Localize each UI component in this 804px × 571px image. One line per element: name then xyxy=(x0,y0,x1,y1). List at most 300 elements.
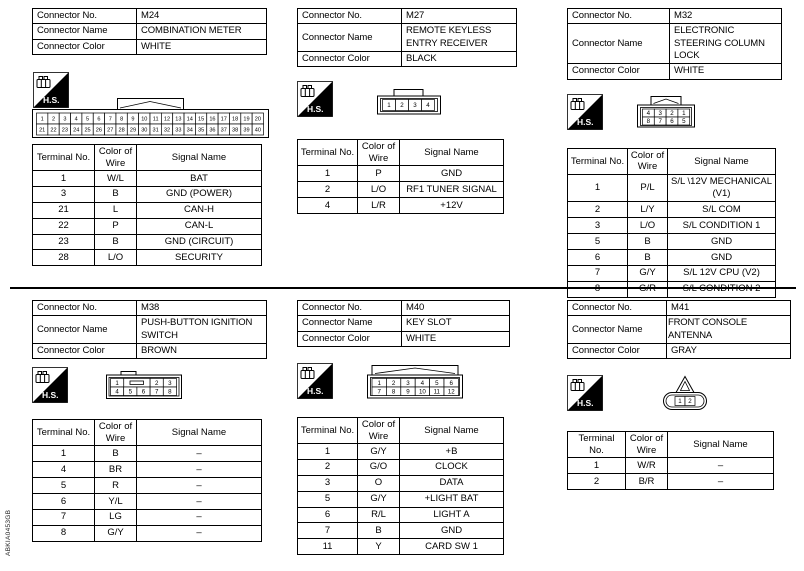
terminal-wire-cell: B xyxy=(628,250,668,266)
diagram-area xyxy=(297,363,510,403)
terminal-no-cell: 1 xyxy=(33,171,95,187)
pin-number: 38 xyxy=(232,127,239,134)
hs-label: H.S. xyxy=(577,116,594,127)
terminal-no-cell xyxy=(568,281,628,297)
signal-name-header: Signal Name xyxy=(137,145,262,171)
connector-no-row xyxy=(33,9,267,24)
connector-tab xyxy=(651,96,681,105)
connector-name-value: ELECTRONIC STEERING COLUMN LOCK xyxy=(670,24,782,64)
pin-number: 2 xyxy=(391,379,396,387)
terminal-row xyxy=(568,458,774,474)
pin-row xyxy=(675,397,695,406)
hs-label: H.S. xyxy=(43,95,60,106)
connector-color-value: WHITE xyxy=(402,331,510,346)
terminal-row xyxy=(298,523,504,539)
pin-number: 3 xyxy=(406,379,410,387)
color-of-wire-header: Color of Wire xyxy=(626,432,668,458)
connector-name-value: KEY SLOT xyxy=(402,316,510,331)
pin-number: 20 xyxy=(254,116,261,123)
terminal-header-row xyxy=(33,420,262,446)
terminal-wire-cell: P/L xyxy=(628,174,668,202)
pin-number: 4 xyxy=(426,102,430,110)
terminal-table-body xyxy=(298,444,504,555)
pin-number: 16 xyxy=(209,116,216,123)
terminal-wire-cell: G/Y xyxy=(628,265,668,281)
connector-block-m40 xyxy=(297,300,510,555)
pin-row-bottom xyxy=(372,387,458,396)
pin-number: 1 xyxy=(115,380,119,388)
pin-number: 15 xyxy=(197,116,205,123)
terminal-signal-cell: CAN-L xyxy=(137,218,262,234)
terminal-signal-cell: GND xyxy=(668,250,776,266)
terminal-no-cell: 11 xyxy=(298,539,358,555)
terminal-row xyxy=(568,474,774,490)
terminal-wire-cell: B xyxy=(95,446,137,462)
connector-color-label: Connector Color xyxy=(298,331,402,346)
terminal-table xyxy=(32,144,262,266)
terminal-wire-cell: G/Y xyxy=(358,444,400,460)
signal-name-header: Signal Name xyxy=(400,418,504,444)
connector-color-label: Connector Color xyxy=(298,52,402,67)
terminal-no-header: Terminal No. xyxy=(298,418,358,444)
terminal-no-header: Terminal No. xyxy=(568,148,628,174)
terminal-row xyxy=(298,459,504,475)
connector-no-row xyxy=(33,301,267,316)
pin-number: 5 xyxy=(86,116,90,123)
terminal-no-header: Terminal No. xyxy=(298,140,358,166)
terminal-no-cell: 5 xyxy=(568,234,628,250)
color-of-wire-header: Color of Wire xyxy=(628,148,668,174)
terminal-table-body xyxy=(298,166,504,214)
connector-info-table xyxy=(297,300,510,347)
terminal-wire-cell: L/R xyxy=(358,198,400,214)
terminal-signal-cell: RF1 TUNER SIGNAL xyxy=(400,182,504,198)
terminal-row xyxy=(568,250,776,266)
terminal-no-cell: 6 xyxy=(33,494,95,510)
terminal-signal-cell: DATA xyxy=(400,475,504,491)
terminal-wire-cell: L/O xyxy=(628,218,668,234)
pin-number: 12 xyxy=(447,388,455,396)
terminal-wire-cell: R xyxy=(95,478,137,494)
pin-number: 13 xyxy=(175,116,182,123)
terminal-wire-cell: P xyxy=(358,166,400,182)
connector-name-row xyxy=(568,316,791,344)
pin-number: 28 xyxy=(118,127,125,134)
terminal-no-cell: 23 xyxy=(33,234,95,250)
terminal-signal-cell: +B xyxy=(400,444,504,460)
terminal-row xyxy=(33,171,262,187)
pin-number: 3 xyxy=(413,102,417,110)
connector-name-row xyxy=(568,24,782,64)
connector-name-label: Connector Name xyxy=(298,24,402,52)
terminal-row xyxy=(33,234,262,250)
pin-number: 2 xyxy=(51,116,56,123)
connector-color-label: Connector Color xyxy=(568,344,667,359)
hs-label: H.S. xyxy=(307,386,324,397)
pin-number: 4 xyxy=(115,388,119,396)
terminal-signal-cell: – xyxy=(137,509,262,525)
connector-no-row xyxy=(298,301,510,316)
connector-no-label: Connector No. xyxy=(298,301,402,316)
terminal-no-cell: 1 xyxy=(33,446,95,462)
terminal-signal-cell: – xyxy=(137,478,262,494)
connector-tab xyxy=(394,90,423,97)
pin-number: 8 xyxy=(168,388,172,396)
pin-number: 3 xyxy=(63,116,67,123)
connector-color-value: BROWN xyxy=(137,344,267,359)
terminal-row xyxy=(33,478,262,494)
terminal-wire-cell: G/O xyxy=(358,459,400,475)
terminal-no-cell: 7 xyxy=(33,509,95,525)
pin-number: 33 xyxy=(175,127,182,134)
pin-row-bottom xyxy=(643,117,690,125)
terminal-no-cell: 6 xyxy=(568,250,628,266)
pin-row-top-right xyxy=(150,379,176,388)
hs-inspection-icon xyxy=(32,367,68,403)
pin-number: 10 xyxy=(141,116,148,123)
terminal-no-cell: 7 xyxy=(298,523,358,539)
terminal-signal-cell: BAT xyxy=(137,171,262,187)
pin-number: 35 xyxy=(197,127,205,134)
terminal-no-cell: 28 xyxy=(33,250,95,266)
terminal-wire-cell: L xyxy=(95,202,137,218)
pin-number: 36 xyxy=(209,127,216,134)
connector-name-row xyxy=(33,316,267,344)
terminal-wire-cell: L/O xyxy=(95,250,137,266)
pin-number: 19 xyxy=(243,116,250,123)
connector-name-row xyxy=(33,24,267,39)
terminal-signal-cell: GND (POWER) xyxy=(137,186,262,202)
pin-number: 18 xyxy=(232,116,239,123)
terminal-no-cell: 22 xyxy=(33,218,95,234)
terminal-no-header: Terminal No. xyxy=(568,432,626,458)
connector-tab xyxy=(121,372,136,376)
terminal-wire-cell: B xyxy=(95,234,137,250)
terminal-table xyxy=(567,148,776,298)
diagram-area xyxy=(297,81,517,117)
pinout-diagram-m41 xyxy=(659,375,711,411)
pin-number: 21 xyxy=(39,127,46,134)
terminal-signal-cell: CLOCK xyxy=(400,459,504,475)
pin-number: 2 xyxy=(154,380,159,388)
terminal-table-body xyxy=(568,174,776,297)
signal-name-header: Signal Name xyxy=(137,420,262,446)
pin-number: 1 xyxy=(387,102,391,110)
terminal-signal-cell: – xyxy=(137,446,262,462)
pin-row-top-left xyxy=(111,379,124,388)
terminal-no-cell: 3 xyxy=(33,186,95,202)
connector-info-table xyxy=(32,8,267,55)
terminal-row xyxy=(568,281,776,297)
pin-number: 8 xyxy=(391,388,396,396)
signal-name-header: Signal Name xyxy=(668,148,776,174)
terminal-row xyxy=(298,182,504,198)
terminal-signal-cell: – xyxy=(137,494,262,510)
pin-number: 30 xyxy=(141,127,148,134)
pin-number: 17 xyxy=(220,116,227,123)
pin-number: 12 xyxy=(163,116,171,123)
hs-label: H.S. xyxy=(307,104,324,115)
color-of-wire-header: Color of Wire xyxy=(95,145,137,171)
terminal-row xyxy=(33,509,262,525)
terminal-wire-cell xyxy=(628,281,668,297)
connector-color-row xyxy=(298,52,517,67)
figure-id: ABKIA0453GB xyxy=(5,509,12,556)
hs-label: H.S. xyxy=(577,398,594,409)
connector-no-row xyxy=(298,9,517,24)
color-of-wire-header: Color of Wire xyxy=(95,420,137,446)
terminal-wire-cell: B xyxy=(628,234,668,250)
connector-block-m32 xyxy=(567,8,782,298)
terminal-table-body xyxy=(33,171,262,266)
connector-info-table xyxy=(297,8,517,67)
terminal-signal-cell: +LIGHT BAT xyxy=(400,491,504,507)
terminal-no-cell: 2 xyxy=(568,202,628,218)
pin-number: 7 xyxy=(658,117,662,125)
pin-number: 2 xyxy=(688,398,692,406)
terminal-no-cell: 1 xyxy=(568,174,628,202)
terminal-header-row xyxy=(298,418,504,444)
terminal-no-header: Terminal No. xyxy=(33,145,95,171)
pin-number: 9 xyxy=(406,388,410,396)
terminal-no-cell: 21 xyxy=(33,202,95,218)
connector-no-row xyxy=(568,9,782,24)
diagram-area xyxy=(32,72,267,139)
connector-color-row xyxy=(568,344,791,359)
pin-number: 14 xyxy=(186,116,193,123)
connector-name-label: Connector Name xyxy=(33,24,137,39)
connector-no-label: Connector No. xyxy=(298,9,402,24)
connector-name-label: Connector Name xyxy=(568,24,670,64)
terminal-wire-cell: L/Y xyxy=(628,202,668,218)
terminal-signal-cell: GND xyxy=(400,166,504,182)
terminal-row xyxy=(298,539,504,555)
connector-name-label: Connector Name xyxy=(568,316,667,344)
connector-no-value: M40 xyxy=(402,301,510,316)
connector-color-label: Connector Color xyxy=(568,64,670,79)
pin-number: 6 xyxy=(141,388,146,396)
connector-no-value: M27 xyxy=(402,9,517,24)
pin-number: 3 xyxy=(658,109,662,117)
pin-number: 11 xyxy=(433,388,441,396)
terminal-signal-cell: S/L COM xyxy=(668,202,776,218)
terminal-signal-cell: – xyxy=(137,462,262,478)
terminal-wire-cell: W/R xyxy=(626,458,668,474)
terminal-no-cell: 3 xyxy=(568,218,628,234)
pin-number: 3 xyxy=(168,380,172,388)
terminal-wire-cell: R/L xyxy=(358,507,400,523)
diagram-area xyxy=(567,94,782,130)
terminal-signal-cell: SECURITY xyxy=(137,250,262,266)
terminal-header-row xyxy=(33,145,262,171)
connector-name-label: Connector Name xyxy=(33,316,137,344)
pin-number: 31 xyxy=(152,127,159,134)
pin-row-top xyxy=(37,113,264,124)
hs-label: H.S. xyxy=(42,390,59,401)
terminal-no-cell: 8 xyxy=(33,525,95,541)
terminal-signal-cell: – xyxy=(668,458,774,474)
terminal-table-body xyxy=(33,446,262,541)
terminal-header-row xyxy=(568,432,774,458)
terminal-signal-cell: S/L \12V MECHANICAL (V1) xyxy=(668,174,776,202)
terminal-row xyxy=(298,198,504,214)
terminal-wire-cell: B xyxy=(358,523,400,539)
terminal-row xyxy=(33,446,262,462)
diagram-area xyxy=(32,367,267,403)
color-of-wire-header: Color of Wire xyxy=(358,418,400,444)
terminal-wire-cell: W/L xyxy=(95,171,137,187)
terminal-header-row xyxy=(568,148,776,174)
terminal-no-cell: 4 xyxy=(33,462,95,478)
terminal-row xyxy=(568,218,776,234)
connector-color-value: BLACK xyxy=(402,52,517,67)
terminal-wire-cell: B xyxy=(95,186,137,202)
pin-number: 6 xyxy=(670,117,674,125)
connector-color-value: GRAY xyxy=(667,344,791,359)
terminal-no-cell: 1 xyxy=(298,444,358,460)
pin-number: 2 xyxy=(670,109,674,117)
hs-inspection-icon xyxy=(567,94,603,130)
pinout-diagram-m27 xyxy=(377,89,441,115)
connector-tab xyxy=(372,366,458,376)
connector-color-label: Connector Color xyxy=(33,39,137,54)
terminal-signal-cell: – xyxy=(137,525,262,541)
terminal-row xyxy=(33,494,262,510)
terminal-signal-cell: S/L 12V CPU (V2) xyxy=(668,265,776,281)
terminal-no-cell: 5 xyxy=(33,478,95,494)
terminal-row xyxy=(298,507,504,523)
terminal-table xyxy=(567,431,774,490)
connector-color-row xyxy=(33,344,267,359)
connector-name-value: REMOTE KEYLESS ENTRY RECEIVER xyxy=(402,24,517,52)
connector-name-label: Connector Name xyxy=(298,316,402,331)
pin-number: 1 xyxy=(678,398,682,406)
pin-number: 8 xyxy=(646,117,651,125)
pin-number: 25 xyxy=(84,127,91,134)
terminal-signal-cell: LIGHT A xyxy=(400,507,504,523)
connector-name-row xyxy=(298,24,517,52)
pin-number: 29 xyxy=(129,127,137,134)
terminal-table xyxy=(297,417,504,555)
terminal-row xyxy=(33,250,262,266)
terminal-signal-cell: GND xyxy=(668,234,776,250)
connector-name-row xyxy=(298,316,510,331)
pin-number: 10 xyxy=(418,388,426,396)
terminal-no-header: Terminal No. xyxy=(33,420,95,446)
pinout-diagram-m38 xyxy=(106,371,182,399)
connector-color-row xyxy=(33,39,267,54)
connector-no-row xyxy=(568,301,791,316)
connector-color-value: WHITE xyxy=(137,39,267,54)
terminal-no-cell: 7 xyxy=(568,265,628,281)
connector-name-value: COMBINATION METER xyxy=(137,24,267,39)
pin-number: 23 xyxy=(61,127,68,134)
terminal-no-cell: 3 xyxy=(298,475,358,491)
connector-no-value: M38 xyxy=(137,301,267,316)
pin-row-top xyxy=(643,109,690,117)
terminal-wire-cell: O xyxy=(358,475,400,491)
connector-color-row xyxy=(298,331,510,346)
terminal-row xyxy=(568,265,776,281)
terminal-wire-cell: BR xyxy=(95,462,137,478)
terminal-row xyxy=(33,218,262,234)
terminal-signal-cell: CAN-H xyxy=(137,202,262,218)
connector-no-label: Connector No. xyxy=(568,9,670,24)
terminal-signal-cell: GND (CIRCUIT) xyxy=(137,234,262,250)
pin-number: 5 xyxy=(682,117,686,125)
hs-inspection-icon xyxy=(567,375,603,411)
connector-no-value: M32 xyxy=(670,9,782,24)
terminal-wire-cell: G/Y xyxy=(95,525,137,541)
pin-number: 4 xyxy=(74,116,78,123)
terminal-table xyxy=(32,419,262,541)
pin-number: 6 xyxy=(97,116,101,123)
terminal-row xyxy=(298,444,504,460)
terminal-no-cell: 4 xyxy=(298,198,358,214)
terminal-table-body xyxy=(568,458,774,490)
pin-number: 7 xyxy=(154,388,159,396)
terminal-row xyxy=(33,186,262,202)
pin-number: 32 xyxy=(163,127,171,134)
pin-number: 6 xyxy=(449,379,453,387)
terminal-wire-cell: B/R xyxy=(626,474,668,490)
connector-info-table xyxy=(567,8,782,80)
pin-number: 37 xyxy=(220,127,227,134)
terminal-no-cell: 1 xyxy=(298,166,358,182)
pin-row-bottom xyxy=(37,124,264,135)
pin-number: 26 xyxy=(95,127,103,134)
terminal-signal-cell xyxy=(668,281,776,297)
color-of-wire-header: Color of Wire xyxy=(358,140,400,166)
hs-inspection-icon xyxy=(297,363,333,399)
terminal-wire-cell: P xyxy=(95,218,137,234)
pin-number: 7 xyxy=(108,116,112,123)
connector-block-m41 xyxy=(567,300,791,490)
pin-number: 4 xyxy=(646,109,651,117)
connector-info-table xyxy=(567,300,791,359)
terminal-no-cell: 2 xyxy=(568,474,626,490)
pin-row xyxy=(383,100,435,111)
keyway-slot-cell xyxy=(124,379,150,388)
connector-name-value: FRONT CONSOLE ANTENNA xyxy=(667,316,791,344)
connector-block-m27 xyxy=(297,8,517,214)
connector-tab xyxy=(118,99,184,110)
terminal-signal-cell: – xyxy=(668,474,774,490)
pin-number: 34 xyxy=(186,127,193,134)
terminal-signal-cell: S/L CONDITION 1 xyxy=(668,218,776,234)
terminal-no-cell: 6 xyxy=(298,507,358,523)
pin-number: 2 xyxy=(400,102,404,110)
terminal-row xyxy=(33,525,262,541)
terminal-no-cell: 2 xyxy=(298,459,358,475)
pin-number: 5 xyxy=(435,379,439,387)
terminal-signal-cell: GND xyxy=(400,523,504,539)
terminal-row xyxy=(568,174,776,202)
pin-number: 7 xyxy=(377,388,381,396)
terminal-no-cell: 2 xyxy=(298,182,358,198)
pin-number: 1 xyxy=(682,109,686,117)
connector-color-row xyxy=(568,64,782,79)
connector-color-label: Connector Color xyxy=(33,344,137,359)
pinout-diagram-m32 xyxy=(637,96,695,128)
terminal-no-cell: 5 xyxy=(298,491,358,507)
pin-number: 5 xyxy=(128,388,133,396)
terminal-row xyxy=(568,234,776,250)
terminal-row xyxy=(33,202,262,218)
terminal-row xyxy=(298,166,504,182)
pin-number: 9 xyxy=(131,116,135,123)
terminal-wire-cell: G/Y xyxy=(358,491,400,507)
